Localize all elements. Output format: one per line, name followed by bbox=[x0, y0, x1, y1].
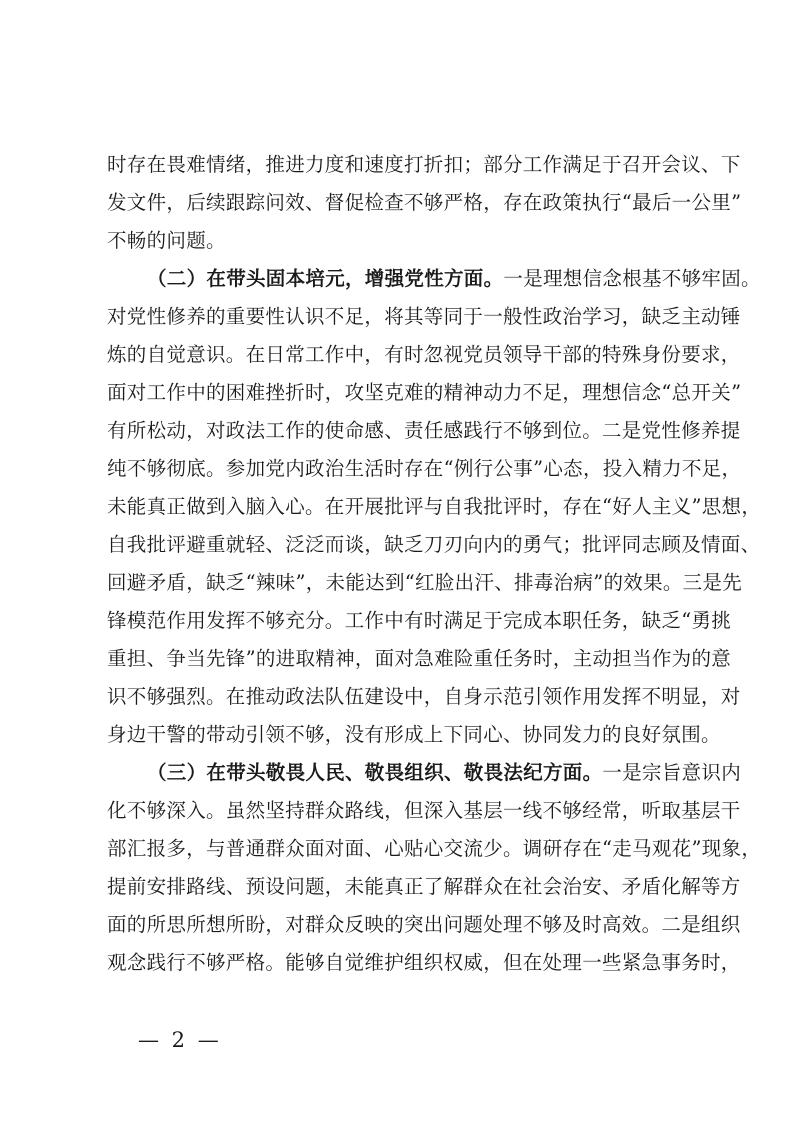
text-line: 未能真正做到入脑入心。在开展批评与自我批评时，存在“好人主义”思想， bbox=[107, 495, 762, 518]
text-line: 对党性修养的重要性认识不足，将其等同于一般性政治学习，缺乏主动锤 bbox=[107, 305, 741, 328]
section-heading: （二）在带头固本培元，增强党性方面。 bbox=[147, 267, 504, 290]
text-line: 识不够强烈。在推动政法队伍建设中，自身示范引领作用发挥不明显，对 bbox=[107, 685, 741, 708]
text-line: 部汇报多，与普通群众面对面、心贴心交流少。调研存在“走马观花”现象， bbox=[107, 837, 762, 860]
text-line: 自我批评避重就轻、泛泛而谈，缺乏刀刃向内的勇气；批评同志顾及情面、 bbox=[107, 533, 761, 556]
text-line: 锋模范作用发挥不够充分。工作中有时满足于完成本职任务，缺乏“勇挑 bbox=[107, 609, 732, 632]
text-line bbox=[107, 754, 742, 792]
text-line: 纯不够彻底。参加党内政治生活时存在“例行公事”心态，投入精力不足， bbox=[107, 457, 742, 480]
paragraph-continuation bbox=[107, 146, 742, 260]
text-span: 一是宗旨意识内 bbox=[602, 761, 742, 784]
text-line: 观念践行不够严格。能够自觉维护组织权威，但在处理一些紧急事务时， bbox=[107, 951, 741, 974]
text-line: 发文件，后续跟踪问效、督促检查不够严格，存在政策执行“最后一公里” bbox=[107, 191, 742, 214]
text-line: 身边干警的带动引领不够，没有形成上下同心、协同发力的良好氛围。 bbox=[107, 723, 721, 746]
text-line: 提前安排路线、预设问题，未能真正了解群众在社会治安、矛盾化解等方 bbox=[107, 875, 741, 898]
page-number: — 2 — bbox=[138, 1028, 222, 1052]
text-line: 有所松动，对政法工作的使命感、责任感践行不够到位。二是党性修养提 bbox=[107, 419, 741, 442]
text-line: 重担、争当先锋”的进取精神，面对急难险重任务时，主动担当作为的意 bbox=[107, 647, 732, 670]
text-line bbox=[107, 260, 761, 298]
text-line: 回避矛盾，缺乏“辣味”，未能达到“红脸出汗、排毒治病”的效果。三是先 bbox=[107, 571, 743, 594]
document-body bbox=[107, 146, 762, 982]
section-heading: （三）在带头敬畏人民、敬畏组织、敬畏法纪方面。 bbox=[147, 761, 603, 784]
text-line: 面的所思所想所盼，对群众反映的突出问题处理不够及时高效。二是组织 bbox=[107, 913, 741, 936]
text-line: 时存在畏难情绪，推进力度和速度打折扣；部分工作满足于召开会议、下 bbox=[107, 153, 741, 176]
text-line: 化不够深入。虽然坚持群众路线，但深入基层一线不够经常，听取基层干 bbox=[107, 799, 741, 822]
paragraph-section-three bbox=[107, 754, 762, 982]
text-line: 面对工作中的困难挫折时，攻坚克难的精神动力不足，理想信念“总开关” bbox=[107, 381, 742, 404]
paragraph-section-two bbox=[107, 260, 762, 754]
text-span: 一是理想信念根基不够牢固。 bbox=[503, 267, 761, 290]
text-line: 不畅的问题。 bbox=[107, 229, 226, 252]
text-line: 炼的自觉意识。在日常工作中，有时忽视党员领导干部的特殊身份要求， bbox=[107, 343, 741, 366]
